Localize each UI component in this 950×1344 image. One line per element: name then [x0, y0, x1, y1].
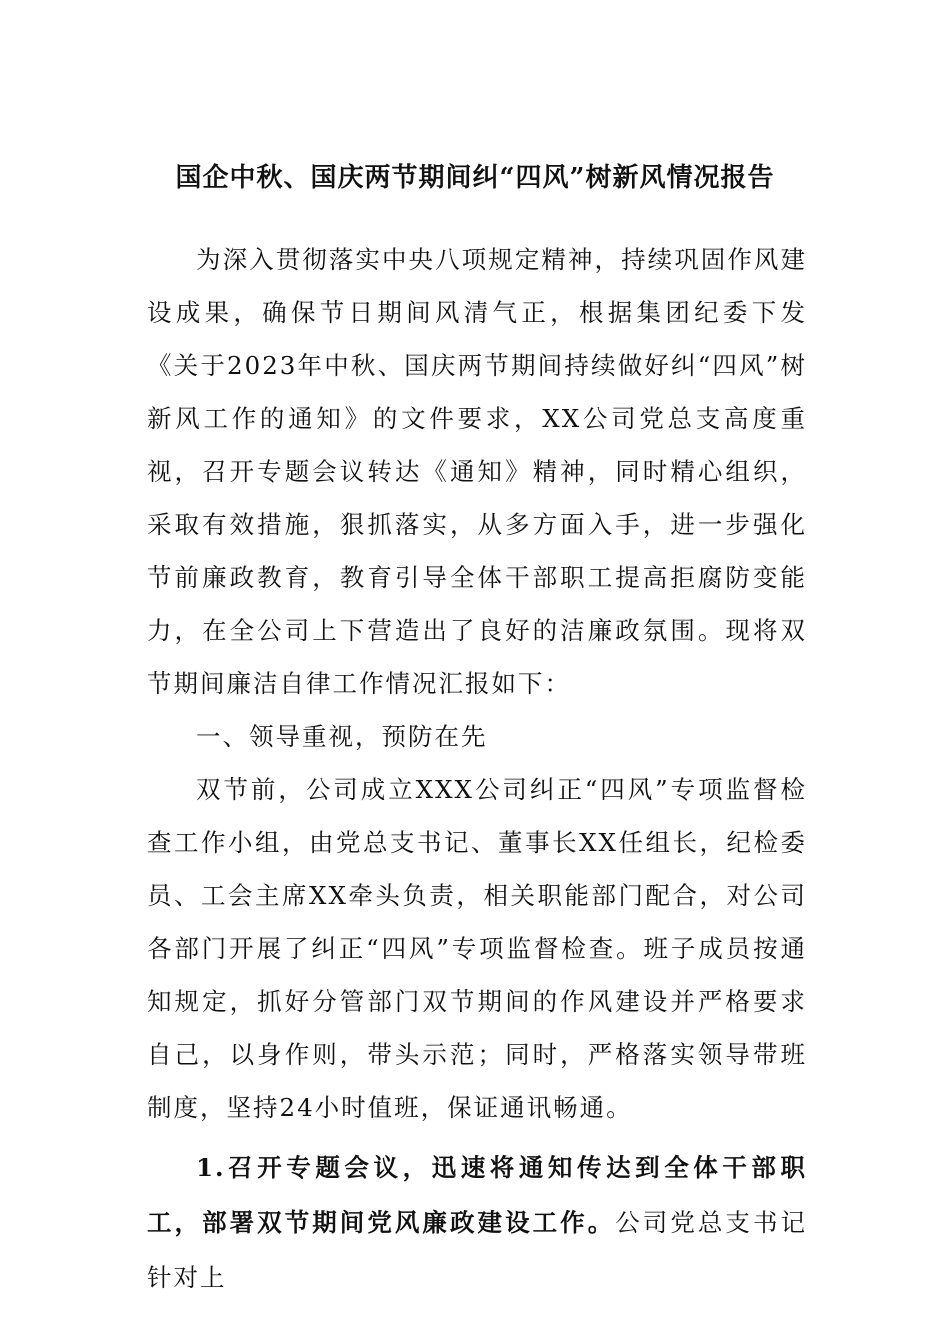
section-paragraph: 双节前，公司成立XXX公司纠正“四风”专项监督检查工作小组，由党总支书记、董事长XX任组长，纪检委员、工会主席XX牵头负责，相关职能部门配合，对公司各部门开展了纠正“四风”专项监督检查。班子成员按通知规定，抓好分管部门双节期间的作风建设并严格要求自己，以身作则，带头示范；同时，严格落实领导带班制度，坚持24小时值班，保证通讯畅通。 [147, 775, 807, 1122]
intro-paragraph: 为深入贯彻落实中央八项规定精神，持续巩固作风建设成果，确保节日期间风清气正，根据集团纪委下发《关于2023年中秋、国庆两节期间持续做好纠“四风”树新风工作的通知》的文件要求，XX公司党总支高度重视，召开专题会议转达《通知》精神，同时精心组织，采取有效措施，狠抓落实，从多方面入手，进一步强化节前廉政教育，教育引导全体干部职工提高拒腐防变能力，在全公司上下营造出了良好的洁廉政氛围。现将双节期间廉洁自律工作情况汇报如下： [147, 245, 807, 698]
document-title: 国企中秋、国庆两节期间纠“四风”树新风情况报告 [175, 163, 775, 193]
numbered-item-heading: 1.召开专题会议，迅速将通知传达到全体干部职工，部署双节期间党风廉政建设工作。 [147, 1153, 807, 1237]
document-body [147, 233, 807, 1305]
numbered-item-paragraph [147, 1140, 807, 1305]
numbered-item-text: 公司党总支书记针对上 [147, 1208, 808, 1292]
section-heading: 一、领导重视，预防在先 [196, 722, 488, 751]
